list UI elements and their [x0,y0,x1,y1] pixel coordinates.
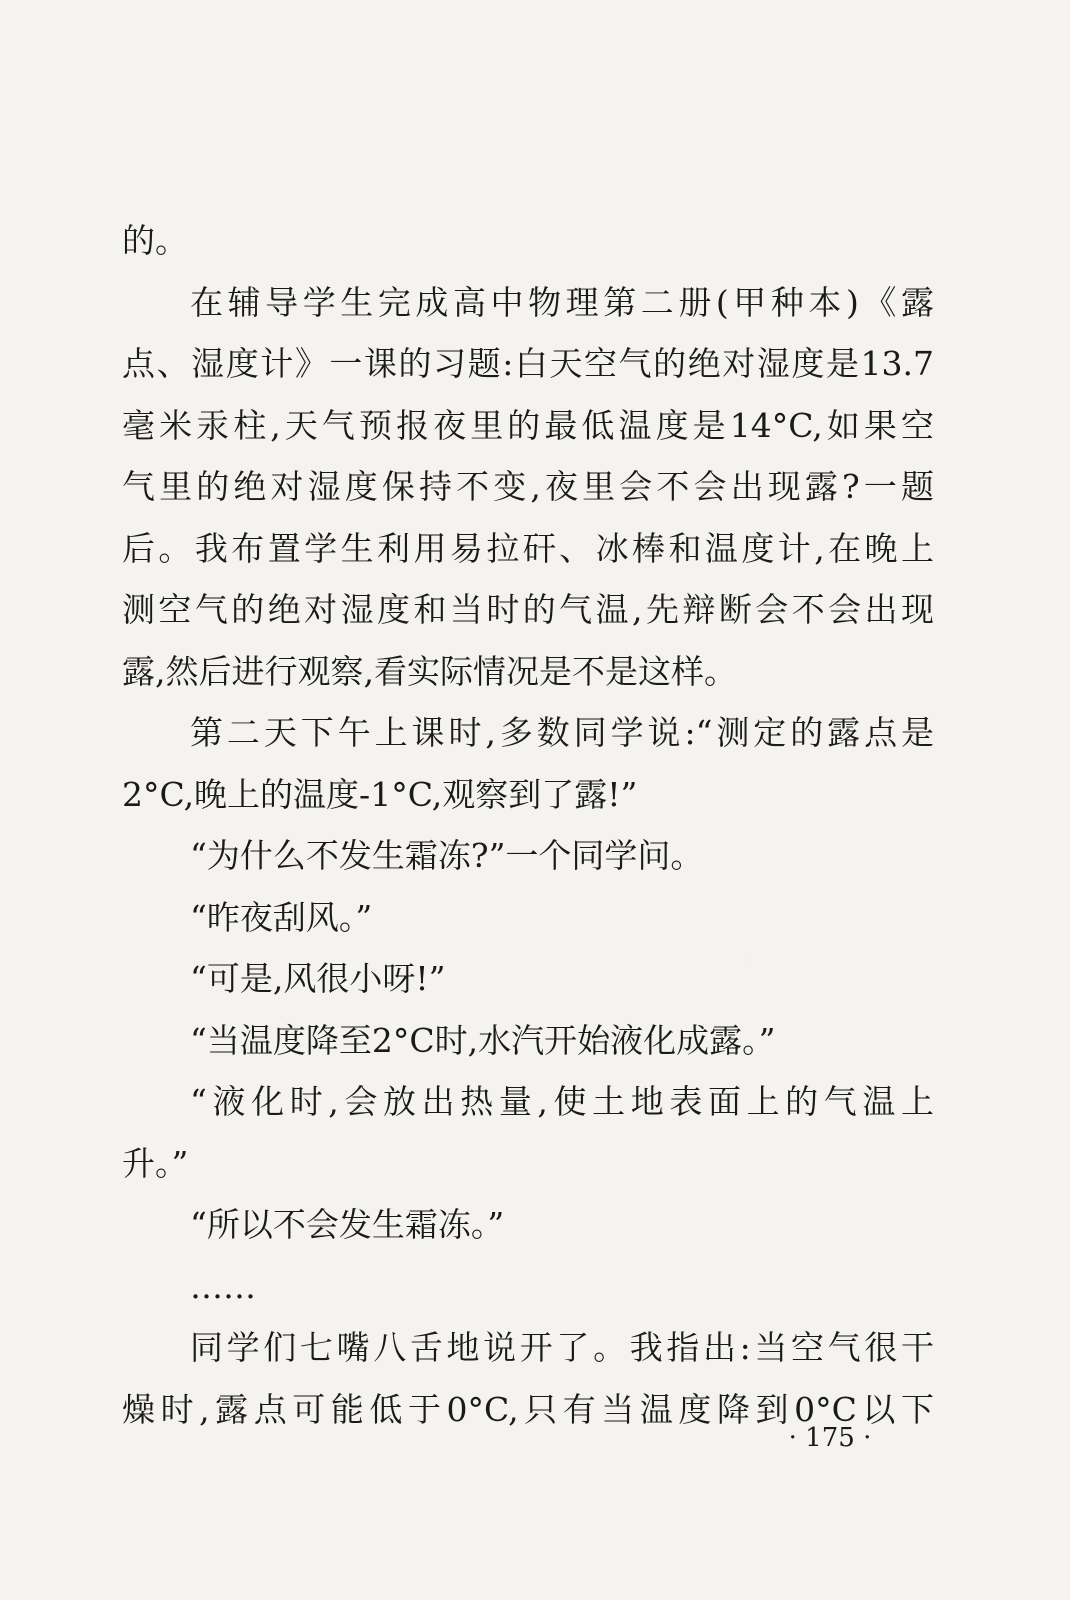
text-line: “当温度降至2°C时,水汽开始液化成露。” [190,1020,776,1060]
text-line: 后。我布置学生利用易拉矸、冰棒和温度计,在晚上 [122,528,934,568]
text-line: 2°C,晚上的温度-1°C,观察到了露!” [122,774,638,814]
text-line: “液化时,会放出热量,使土地表面上的气温上 [190,1082,934,1121]
body-text [122,210,934,1440]
text-line: “昨夜刮风。” [190,897,373,937]
text-line: 点、湿度计》一课的习题:白天空气的绝对湿度是13.7 [122,344,934,383]
text-line: 毫米汞柱,天气预报夜里的最低温度是14°C,如果空 [122,405,934,445]
text-line: “为什么不发生霜冻?”一个同学问。 [190,836,704,875]
page-number: · 175 · [788,1423,872,1453]
text-line: 气里的绝对湿度保持不变,夜里会不会出现露?一题 [122,467,934,506]
text-line: …… [190,1266,256,1306]
text-line: 同学们七嘴八舌地说开了。我指出:当空气很干 [190,1328,934,1367]
text-line: 第二天下午上课时,多数同学说:“测定的露点是 [190,713,934,752]
text-line: 的。 [122,221,188,260]
text-line: 燥时,露点可能低于0°C,只有当温度降到0°C以下 [122,1389,934,1429]
text-line: 露,然后进行观察,看实际情况是不是这样。 [122,651,737,691]
text-line: “可是,风很小呀!” [190,959,446,998]
text-line: 升。” [122,1143,189,1183]
text-line: 测空气的绝对湿度和当时的气温,先辩断会不会出现 [122,590,934,629]
text-line: 在辅导学生完成高中物理第二册(甲种本)《露 [190,282,934,322]
text-line: “所以不会发生霜冻。” [190,1205,505,1244]
